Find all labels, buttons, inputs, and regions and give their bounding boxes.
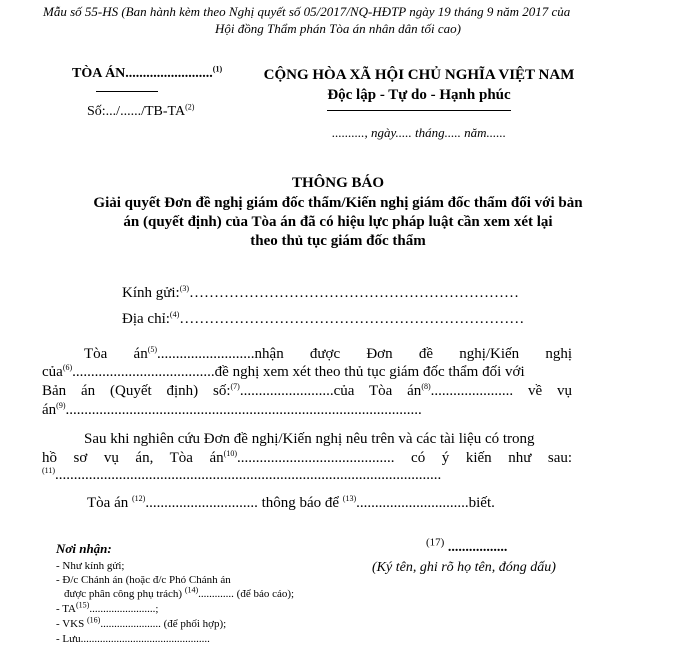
form-reference-line2: Hội đồng Thẩm phán Tòa án nhân dân tối cao): [215, 21, 461, 36]
recipient-item-5: - Lưu...............................................: [56, 633, 210, 645]
paragraph-1-line-1: Tòa $án^{(5)}..........................nhận$ được Đơn đề nghị/Kiến nghị: [84, 345, 573, 362]
document-subtitle-2: án (quyết định) của Tòa án đã có hiệu lực pháp luật cần xem xét lại: [123, 214, 553, 230]
national-title: CỘNG HÒA XÃ HỘI CHỦ NGHĨA VIỆT NAM: [263, 67, 575, 83]
paragraph-1-line-2: của$^{(6)}$......................................đề nghị xem xét theo thủ tục giám đốc thẩm đối với: [42, 363, 525, 380]
document-number: Số:.../....../TB-TA$^{(2)}$: [87, 102, 195, 119]
paragraph-2-line-2: hồ sơ vụ án, Tòa $án^{(10)}$.......................................... có ý kiến như sau:: [42, 449, 573, 466]
signature-note: (Ký tên, ghi rõ họ tên, đóng dấu): [372, 560, 556, 575]
paragraph-2-line-1: Sau khi nghiên cứu Đơn đề nghị/Kiến nghị nêu trên và các tài liệu có trong: [84, 431, 535, 447]
paragraph-1-line-4: $án^{(9)}$...............................................................................................: [42, 401, 422, 418]
dia-chi-line: Địa chỉ:$^{(4)}$……………………………………………………………: [122, 310, 525, 327]
recipient-item-4: - VKS $^{(16)}$...................... (để phối hợp);: [56, 615, 227, 630]
recipients-title: Nơi nhận:: [56, 541, 112, 556]
paragraph-3: Tòa án $^{(12)}$.............................. thông báo để $^{(13)}$..............................biết.: [87, 494, 495, 511]
court-name: TÒA ÁN.........................$^{(1)}$: [72, 64, 223, 81]
document-subtitle-3: theo thủ tục giám đốc thẩm: [250, 233, 426, 249]
recipient-item-3: - TA$^{(15)}$........................;: [56, 600, 159, 615]
document-title: THÔNG BÁO: [291, 175, 385, 191]
national-motto: Độc lập - Tự do - Hạnh phúc: [327, 87, 511, 103]
date-line: .........., ngày..... tháng..... năm......: [331, 125, 507, 140]
court-divider: [96, 91, 158, 92]
motto-divider: [327, 110, 511, 111]
document-subtitle-1: Giải quyết Đơn đề nghị giám đốc thẩm/Kiến nghị giám đốc thẩm đối với bản: [93, 195, 583, 211]
signature-title: $^{(17)}$ .................: [426, 536, 508, 555]
kinh-gui-line: Kính gửi:$^{(3)}$…………………………………………………………: [122, 284, 520, 301]
recipient-item-2a: - Đ/c Chánh án (hoặc đ/c Phó Chánh án: [56, 574, 231, 586]
form-reference-line1: Mẫu số 55-HS (Ban hành kèm theo Nghị quyết số 05/2017/NQ-HĐTP ngày 19 tháng 9 năm 2017 của: [43, 4, 571, 19]
recipient-item-2b: được phân công phụ trách) $^{(14)}$............. (để báo cáo);: [64, 585, 295, 600]
paragraph-1-line-3: Bản án (Quyết định) số:$^{(7)}$.........................của Tòa $án^{(8)}$...................... về vụ: [42, 382, 572, 399]
paragraph-2-line-3: $^{(11)}$.......................................................................................................: [42, 466, 442, 483]
recipient-item-1: - Như kính gửi;: [56, 560, 125, 572]
